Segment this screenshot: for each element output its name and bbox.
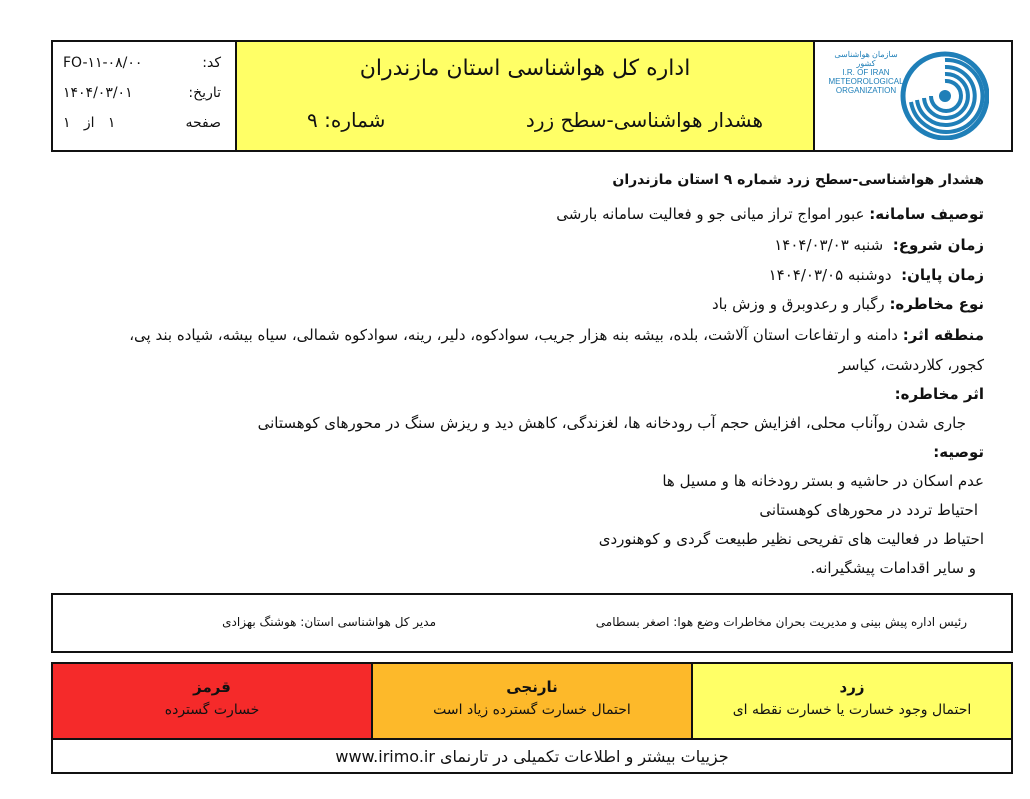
- hazard-type-value: رگبار و رعدوبرق و وزش باد: [711, 295, 885, 313]
- legend-orange-title: نارنجی: [506, 678, 558, 696]
- legend-orange: [371, 664, 691, 738]
- legend-yellow-title: زرد: [839, 678, 865, 696]
- warning-number: شماره: ۹: [307, 108, 386, 132]
- legend-red-title: قرمز: [193, 678, 231, 696]
- meteorology-emblem-icon: [899, 50, 989, 140]
- logo-text: [825, 50, 907, 95]
- date-row: [63, 78, 221, 108]
- start-time-value: شنبه ۱۴۰۴/۰۳/۰۳: [774, 236, 884, 254]
- page-info: [63, 115, 115, 131]
- logo-text-fa: سازمان هواشناسی کشور: [834, 50, 898, 68]
- hazard-type-label: نوع مخاطره:: [889, 295, 984, 313]
- organization-logo: [815, 42, 1011, 150]
- logo-text-en-3: ORGANIZATION: [835, 86, 897, 95]
- legend-yellow-desc: احتمال وجود خسارت یا خسارت نقطه ای: [732, 702, 972, 718]
- code-row: [63, 48, 221, 78]
- hazard-effect-value: جاری شدن روآناب محلی، افزایش حجم آب رودخانه ها، لغزندگی، کاهش دید و ریزش سنگ در محورهای کوهستانی: [257, 414, 966, 432]
- start-time-label: زمان شروع:: [892, 236, 984, 254]
- affected-area: [129, 326, 984, 344]
- logo-text-en-1: I.R. OF IRAN: [842, 68, 890, 77]
- legend-orange-desc: احتمال خسارت گسترده زیاد است: [433, 702, 631, 718]
- end-time-value: دوشنبه ۱۴۰۴/۰۳/۰۵: [768, 266, 892, 284]
- website-footer: جزییات بیشتر و اطلاعات تکمیلی در تارنمای www.irimo.ir: [335, 747, 729, 766]
- code-label: کد:: [202, 55, 221, 71]
- system-description-value: عبور امواج تراز میانی جو و فعالیت سامانه بارشی: [556, 205, 865, 223]
- start-time: [774, 236, 984, 254]
- date-value: ۱۴۰۴/۰۳/۰۱: [63, 85, 133, 101]
- advice-item: عدم اسکان در حاشیه و بستر رودخانه ها و مسیل ها: [662, 472, 984, 490]
- hazard-effect-label: اثر مخاطره:: [894, 385, 984, 403]
- code-value: FO-۱۱-۰۸/۰۰: [63, 55, 143, 71]
- legend-red-desc: خسارت گسترده: [164, 702, 260, 718]
- page-row: [63, 108, 221, 138]
- legend-red: [53, 664, 371, 738]
- advice-item: احتیاط در فعالیت های تفریحی نظیر طبیعت گردی و کوهنوردی: [598, 530, 984, 548]
- director-signature: مدیر کل هواشناسی استان: هوشنگ بهزادی: [222, 615, 436, 629]
- logo-text-en-2: METEOROLOGICAL: [828, 77, 904, 86]
- legend-yellow: [691, 664, 1011, 738]
- signature-box: [51, 593, 1013, 653]
- hazard-type: [712, 295, 984, 313]
- date-label: تاریخ:: [188, 85, 221, 101]
- warning-level-title: هشدار هواشناسی-سطح زرد: [525, 108, 763, 132]
- end-time-label: زمان پایان:: [901, 266, 984, 284]
- header-title-area: [237, 42, 815, 150]
- forecast-head-signature: رئیس اداره پیش بینی و مدیریت بحران مخاطرات وضع هوا: اصغر بسطامی: [595, 615, 967, 629]
- legend-colors: [53, 664, 1011, 740]
- advice-label: توصیه:: [933, 443, 984, 461]
- affected-area-value-2: کجور، کلاردشت، کیاسر: [838, 356, 984, 374]
- page-of: از: [83, 115, 95, 131]
- advice-item: احتیاط تردد در محورهای کوهستانی: [759, 501, 978, 519]
- affected-area-label: منطقه اثر:: [902, 326, 984, 344]
- system-description-label: توصیف سامانه:: [869, 205, 984, 223]
- end-time: [769, 266, 984, 284]
- page-label: صفحه: [185, 115, 221, 131]
- document-meta: [53, 42, 237, 150]
- page-title: اداره کل هواشناسی استان مازندران: [359, 56, 691, 81]
- advice-item: و سایر اقدامات پیشگیرانه.: [810, 559, 976, 577]
- affected-area-value-1: دامنه و ارتفاعات استان آلاشت، بلده، بیشه بنه هزار جریب، سوادکوه، دلیر، رینه، سوادکوه شمالی، سیاه بیشه، شیاده بند پی،: [129, 326, 898, 344]
- page-value: ۱: [107, 115, 116, 131]
- warning-level-legend: [51, 662, 1013, 774]
- warning-headline: هشدار هواشناسی-سطح زرد شماره ۹ استان مازندران: [612, 172, 984, 188]
- document-header: [51, 40, 1013, 152]
- system-description: [556, 205, 984, 223]
- page-total: ۱: [63, 115, 71, 131]
